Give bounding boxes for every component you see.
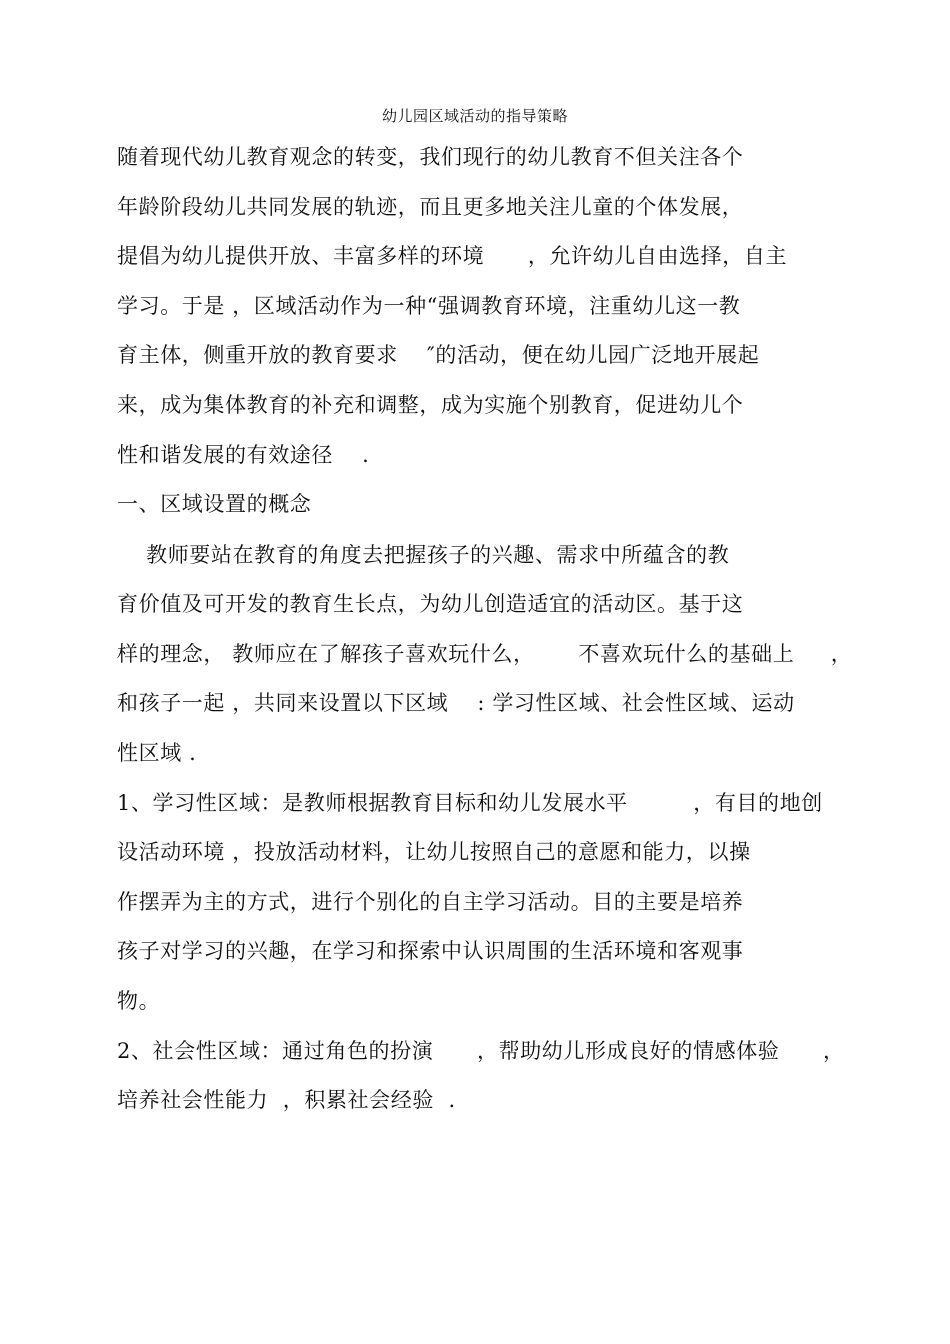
paragraph-line: 培养社会性能力 ，积累社会经验 . (117, 1088, 456, 1112)
paragraph-line: 教师要站在教育的角度去把握孩子的兴趣、需求中所蕴含的教 (117, 543, 730, 567)
paragraph-line: 和孩子一起 ，共同来设置以下区域 : 学习性区域、社会性区域、运动 (117, 691, 795, 715)
paragraph-line: 育主体，侧重开放的教育要求 ″的活动，便在幼儿园广泛地开展起 (117, 343, 760, 367)
paragraph-line: 育价值及可开发的教育生长点，为幼儿创造适宜的活动区。基于这 (117, 592, 744, 616)
paragraph-line: 样的理念， 教师应在了解孩子喜欢玩什么， 不喜欢玩什么的基础上 ， (117, 642, 853, 666)
paragraph-line: 性区域 . (117, 741, 197, 765)
paragraph-line: 随着现代幼儿教育观念的转变，我们现行的幼儿教育不但关注各个 (117, 145, 744, 169)
paragraph-line: 来，成为集体教育的补充和调整，成为实施个别教育，促进幼儿个 (117, 393, 744, 417)
document-title: 幼儿园区域活动的指导策略 (381, 107, 568, 125)
paragraph-line: 1、学习性区域：是教师根据教育目标和幼儿发展水平 ，有目的地创 (117, 791, 823, 815)
paragraph-line: 设活动环境 ，投放活动材料，让幼儿按照自己的意愿和能力，以操 (117, 840, 751, 864)
paragraph-line: 孩子对学习的兴趣，在学习和探索中认识周围的生活环境和客观事 (117, 939, 744, 963)
paragraph-line: 学习。于是 ，区域活动作为一种“强调教育环境，注重幼儿这一教 (117, 294, 741, 318)
paragraph-line: 性和谐发展的有效途径 . (117, 443, 370, 467)
section-heading: 一、区域设置的概念 (117, 492, 312, 516)
paragraph-line: 年龄阶段幼儿共同发展的轨迹，而且更多地关注儿童的个体发展， (117, 195, 744, 219)
paragraph-line: 2、社会性区域：通过角色的扮演 ，帮助幼儿形成良好的情感体验 ， (117, 1039, 845, 1063)
paragraph-line: 作摆弄为主的方式，进行个别化的自主学习活动。目的主要是培养 (117, 890, 744, 914)
paragraph-line: 物。 (117, 989, 161, 1013)
paragraph-line: 提倡为幼儿提供开放、丰富多样的环境 ，允许幼儿自由选择，自主 (117, 244, 788, 268)
